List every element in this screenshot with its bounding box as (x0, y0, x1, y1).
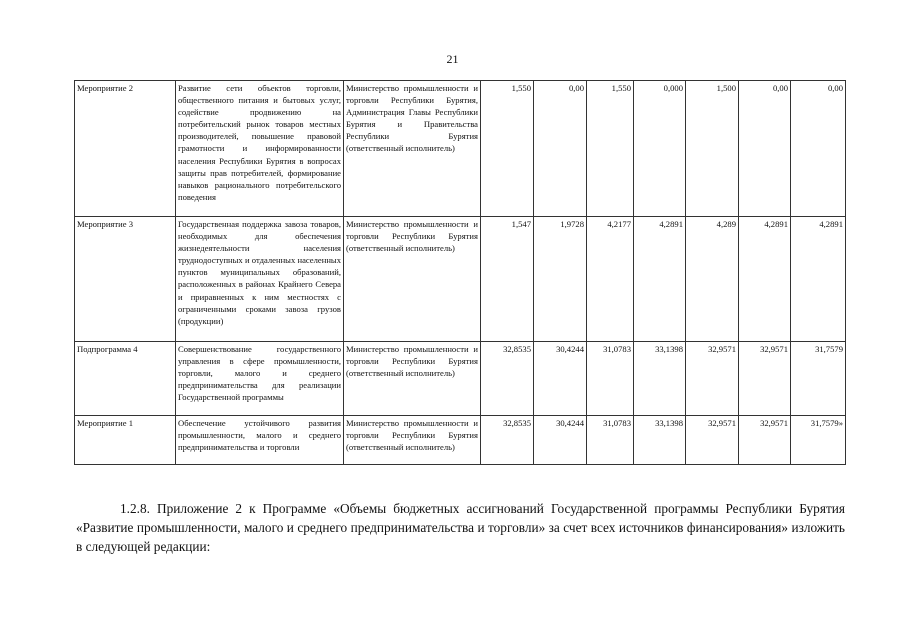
row-responsible-cell: Министерство промышленности и торговли Республики Бурятия (ответственный исполнитель) (344, 342, 481, 416)
row-description-cell: Государственная поддержка завоза товаров, необходимых для обеспечения жизнедеятельности населения труднодоступных и отдаленных населенных пунктов муниципальных образований, расположенных в районах Крайнего Севера и приравненных к ним местностях с ограниченными сроками завоза грузов (продукции) (176, 217, 344, 342)
row-name-cell: Мероприятие 1 (75, 416, 176, 465)
value-cell: 31,0783 (587, 342, 634, 416)
table-row (75, 81, 846, 217)
value-cell: 32,9571 (686, 416, 739, 465)
value-cell: 4,2891 (634, 217, 686, 342)
page-number: 21 (446, 52, 459, 66)
value-cell: 32,9571 (739, 416, 791, 465)
budget-table (74, 80, 846, 465)
table-row (75, 342, 846, 416)
value-cell: 1,547 (481, 217, 534, 342)
value-cell: 0,000 (634, 81, 686, 217)
row-description-cell: Обеспечение устойчивого развития промышленности, малого и среднего предпринимательства и торговли (176, 416, 344, 465)
value-cell: 1,550 (587, 81, 634, 217)
value-cell: 0,00 (739, 81, 791, 217)
row-name-cell: Мероприятие 2 (75, 81, 176, 217)
value-cell: 33,1398 (634, 416, 686, 465)
value-cell: 1,500 (686, 81, 739, 217)
value-cell: 33,1398 (634, 342, 686, 416)
value-cell: 0,00 (791, 81, 846, 217)
value-cell: 4,2177 (587, 217, 634, 342)
table-row (75, 416, 846, 465)
table-row (75, 217, 846, 342)
value-cell: 1,550 (481, 81, 534, 217)
value-cell: 30,4244 (534, 416, 587, 465)
row-responsible-cell: Министерство промышленности и торговли Республики Бурятия, Администрация Главы Республики Бурятия и Правительства Республики Бурятия (ответственный исполнитель) (344, 81, 481, 217)
value-cell: 4,2891 (739, 217, 791, 342)
row-name-cell: Мероприятие 3 (75, 217, 176, 342)
value-cell: 31,7579» (791, 416, 846, 465)
value-cell: 4,289 (686, 217, 739, 342)
value-cell: 0,00 (534, 81, 587, 217)
row-description-cell: Развитие сети объектов торговли, общественного питания и бытовых услуг, содействие продвижению на потребительский рынок товаров местных производителей, повышение правовой грамотности и информированности населения Республики Бурятия в вопросах защиты прав потребителей, формирование навыков рационального потребительского поведения (176, 81, 344, 217)
value-cell: 32,8535 (481, 416, 534, 465)
row-responsible-cell: Министерство промышленности и торговли Республики Бурятия (ответственный исполнитель) (344, 416, 481, 465)
row-name-cell: Подпрограмма 4 (75, 342, 176, 416)
value-cell: 4,2891 (791, 217, 846, 342)
value-cell: 32,9571 (686, 342, 739, 416)
value-cell: 31,0783 (587, 416, 634, 465)
body-paragraph: 1.2.8. Приложение 2 к Программе «Объемы бюджетных ассигнований Государственной программы Республики Бурятия «Развитие промышленности, малого и среднего предпринимательства и торговли» за счет всех источников финансирования» изложить в следующей редакции: (76, 501, 845, 555)
row-responsible-cell: Министерство промышленности и торговли Республики Бурятия (ответственный исполнитель) (344, 217, 481, 342)
value-cell: 30,4244 (534, 342, 587, 416)
value-cell: 1,9728 (534, 217, 587, 342)
value-cell: 31,7579 (791, 342, 846, 416)
value-cell: 32,8535 (481, 342, 534, 416)
row-description-cell: Совершенствование государственного управления в сфере промышленности, торговли, малого и среднего предпринимательства для реализации Государственной программы (176, 342, 344, 416)
value-cell: 32,9571 (739, 342, 791, 416)
